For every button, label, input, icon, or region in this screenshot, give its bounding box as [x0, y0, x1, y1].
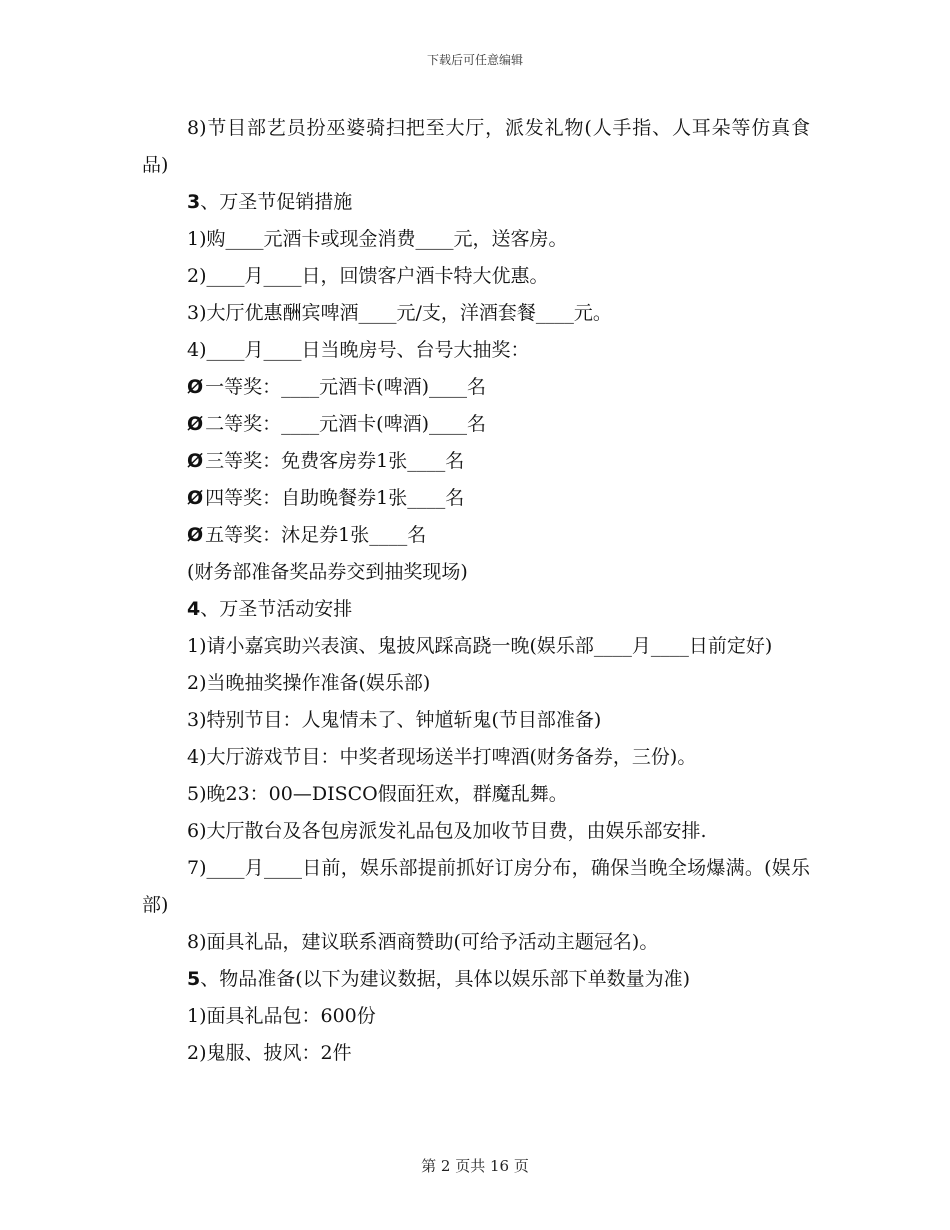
section-heading-text: 、物品准备(以下为建议数据，具体以娱乐部下单数量为准): [200, 968, 691, 990]
paragraph-line: 1)请小嘉宾助兴表演、鬼披风踩高跷一晚(娱乐部____月____日前定好): [187, 635, 773, 657]
paragraph-line: 1)购____元酒卡或现金消费____元，送客房。: [187, 228, 568, 250]
paragraph-line: 3)大厅优惠酬宾啤酒____元/支，洋酒套餐____元。: [187, 302, 612, 324]
paragraph-line: 2)当晚抽奖操作准备(娱乐部): [187, 672, 431, 694]
prize-text: 三等奖：免费客房券1张____名: [205, 450, 465, 472]
bullet-mark: Ø: [187, 376, 204, 398]
page-header: 下载后可任意编辑: [426, 53, 523, 67]
prize-list-item: [142, 517, 810, 554]
bullet-mark: Ø: [187, 524, 204, 546]
prize-text: 一等奖：____元酒卡(啤酒)____名: [205, 376, 486, 398]
section-number: 4: [187, 598, 201, 620]
section-number: 3: [187, 191, 201, 213]
paragraph-line: 5)晚23：00—DISCO假面狂欢，群魔乱舞。: [187, 783, 568, 805]
paragraph-line: 6)大厅散台及各包房派发礼品包及加收节目费，由娱乐部安排.: [187, 820, 707, 842]
paragraph-line: 8)面具礼品，建议联系酒商赞助(可给予活动主题冠名)。: [187, 931, 659, 953]
paragraph-line: 3)特别节目：人鬼情未了、钟馗斩鬼(节目部准备): [187, 709, 602, 731]
prize-text: 四等奖：自助晚餐券1张____名: [205, 487, 465, 509]
paragraph-line: 1)面具礼品包：600份: [187, 1005, 376, 1027]
paragraph-line: 2)鬼服、披风：2件: [187, 1042, 352, 1064]
prize-list-item: [142, 480, 810, 517]
page-footer: 第 2 页共 16 页: [421, 1157, 529, 1175]
paragraph-line: 2)____月____日，回馈客户酒卡特大优惠。: [187, 265, 549, 287]
section-heading-text: 、万圣节活动安排: [200, 598, 353, 620]
bullet-mark: Ø: [187, 487, 204, 509]
paragraph-line: 8)节目部艺员扮巫婆骑扫把至大厅，派发礼物(人手指、人耳朵等仿真食品): [142, 117, 810, 176]
prize-text: 五等奖：沐足券1张____名: [205, 524, 427, 546]
document-body: [142, 110, 810, 1072]
bullet-mark: Ø: [187, 413, 204, 435]
paragraph-line: 7)____月____日前，娱乐部提前抓好订房分布，确保当晚全场爆满。(娱乐部): [142, 857, 810, 916]
bullet-mark: Ø: [187, 450, 204, 472]
paragraph-line: 4)____月____日当晚房号、台号大抽奖：: [187, 339, 530, 361]
section-heading-text: 、万圣节促销措施: [200, 191, 353, 213]
section-number: 5: [187, 968, 201, 990]
paragraph-line: (财务部准备奖品券交到抽奖现场): [187, 561, 468, 583]
section-heading: [142, 961, 810, 998]
section-heading: [142, 184, 810, 221]
prize-text: 二等奖：____元酒卡(啤酒)____名: [205, 413, 486, 435]
paragraph-line: 4)大厅游戏节目：中奖者现场送半打啤酒(财务备券，三份)。: [187, 746, 697, 768]
prize-list-item: [142, 406, 810, 443]
section-heading: [142, 591, 810, 628]
prize-list-item: [142, 443, 810, 480]
prize-list-item: [142, 369, 810, 406]
